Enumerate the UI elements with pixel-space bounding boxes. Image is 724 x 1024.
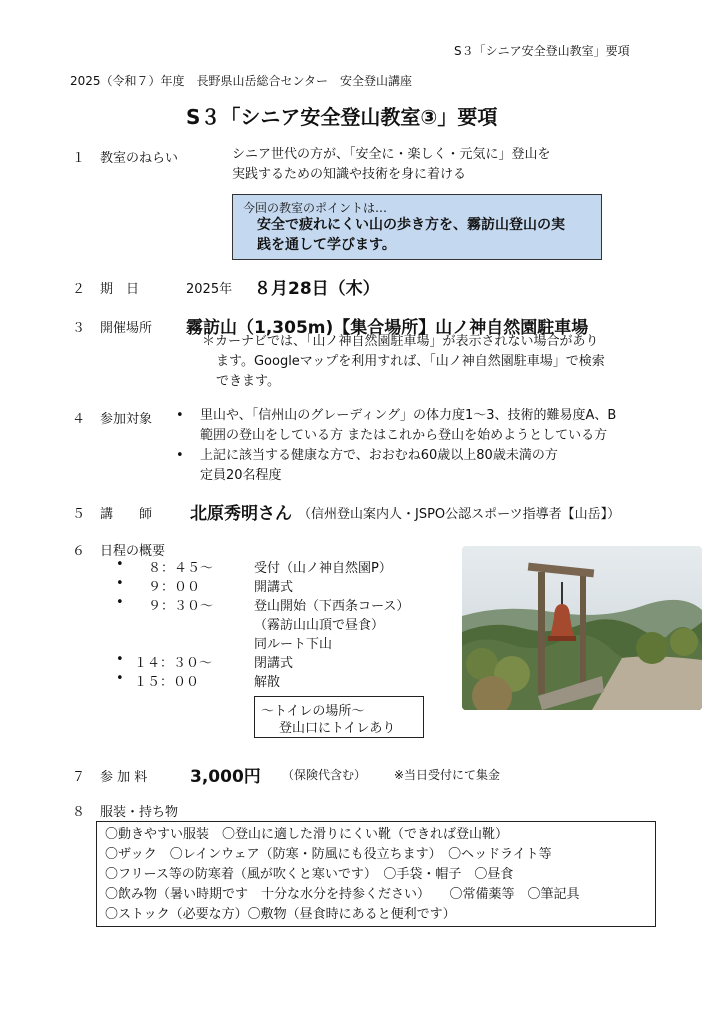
- schedule-desc: （霧訪山山頂で昼食）: [254, 618, 385, 633]
- schedule-time: ９：００: [148, 580, 201, 595]
- schedule-desc: 同ルート下山: [254, 637, 333, 652]
- items-line: 〇動きやすい服装 〇登山に適した滑りにくい靴（できれば登山靴）: [105, 827, 509, 842]
- eligibility-line: 範囲の登山をしている方 またはこれから登山を始めようとしている方: [200, 428, 608, 443]
- section-label-venue: 開催場所: [100, 321, 153, 336]
- schedule-desc: 登山開始（下西条コース）: [254, 599, 410, 614]
- section-number: ３: [72, 321, 86, 336]
- eligibility-line: 定員20名程度: [200, 468, 282, 483]
- schedule-desc: 閉講式: [254, 656, 294, 671]
- schedule-time: １５：００: [134, 675, 200, 690]
- schedule-desc: 開講式: [254, 580, 294, 595]
- section-label-schedule: 日程の概要: [100, 544, 166, 559]
- organizer-line: 2025（令和７）年度 長野県山岳総合センター 安全登山講座: [70, 74, 413, 88]
- section-label-instructor: 講 師: [100, 507, 153, 522]
- section-label-aim: 教室のねらい: [100, 151, 179, 166]
- bullet-dot: •: [116, 557, 124, 572]
- items-line: 〇飲み物（暑い時期です 十分な水分を持参ください） 〇常備薬等 〇筆記具: [105, 887, 580, 902]
- bullet-dot: •: [176, 408, 184, 423]
- toilet-text: 登山口にトイレあり: [279, 721, 396, 736]
- bullet-dot: •: [116, 576, 124, 591]
- items-line: 〇ザック 〇レインウェア（防寒・防風にも役立ちます） 〇ヘッドライト等: [105, 847, 552, 862]
- fee-collection-note: ※当日受付にて集金: [394, 768, 501, 782]
- section-number: ２: [72, 282, 86, 297]
- summit-bell-photo: [462, 546, 702, 710]
- section-number: ４: [72, 412, 86, 427]
- instructor-name: 北原秀明さん: [190, 504, 292, 524]
- point-line: 安全で疲れにくい山の歩き方を、霧訪山登山の実: [257, 217, 565, 233]
- venue-note-line: ます。Googleマップを利用すれば、「山ノ神自然園駐車場」で検索: [216, 354, 605, 369]
- toilet-box: [254, 696, 424, 738]
- section-label-items: 服装・持ち物: [100, 805, 179, 820]
- items-line: 〇ストック（必要な方）〇敷物（昼食時にあると便利です）: [105, 907, 456, 922]
- fee-note: （保険代含む）: [282, 768, 367, 782]
- eligibility-line: 上記に該当する健康な方で、おおむね60歳以上80歳未満の方: [200, 448, 558, 463]
- section-number: ６: [72, 544, 86, 559]
- eligibility-bullet-1: [200, 406, 616, 446]
- point-line: 践を通して学びます。: [257, 237, 396, 253]
- instructor-title: （信州登山案内人・JSPO公認スポーツ指導者【山岳】）: [298, 507, 621, 522]
- fee-amount: 3,000円: [190, 767, 261, 787]
- schedule-desc: 受付（山ノ神自然園P）: [254, 561, 392, 576]
- bullet-dot: •: [176, 448, 184, 463]
- section-label-eligibility: 参加対象: [100, 412, 153, 427]
- page-title: S３「シニア安全登山教室③」要項: [186, 105, 498, 129]
- bullet-dot: •: [116, 595, 124, 610]
- schedule-time: １４：３０～: [134, 656, 213, 671]
- venue-name: 霧訪山（1,305m)【集合場所】山ノ神自然園駐車場: [186, 318, 589, 338]
- section-number: １: [72, 151, 86, 166]
- bullet-dot: •: [116, 652, 124, 667]
- date-year: 2025年: [186, 282, 233, 297]
- point-text: [257, 215, 565, 255]
- section-label-fee: 参 加 料: [100, 770, 148, 785]
- aim-text: [232, 145, 551, 185]
- aim-line: 実践するための知識や技術を身に着ける: [232, 167, 467, 182]
- section-label-date: 期 日: [100, 282, 140, 297]
- venue-note-line: できます。: [216, 374, 280, 389]
- items-list: [105, 825, 580, 925]
- eligibility-line: 里山や、「信州山のグレーディング」の体力度1～3、技術的難易度A、B: [200, 408, 617, 423]
- point-box: [232, 194, 602, 260]
- items-line: 〇フリース等の防寒着（風が吹くと寒いです） 〇手袋・帽子 〇昼食: [105, 867, 514, 882]
- point-title: 今回の教室のポイントは…: [243, 201, 388, 215]
- date-value: ８月28日（木）: [254, 279, 380, 299]
- section-number: ５: [72, 507, 86, 522]
- section-number: ７: [72, 770, 86, 785]
- bullet-dot: •: [116, 671, 124, 686]
- doc-id: S３「シニア安全登山教室」要項: [454, 44, 630, 58]
- venue-note-line: ＊カーナビでは、「山ノ神自然園駐車場」が表示されない場合があり: [202, 334, 599, 349]
- venue-note: [202, 332, 605, 392]
- schedule-desc: 解散: [254, 675, 281, 690]
- items-box: [96, 821, 656, 927]
- schedule-time: ９：３０～: [148, 599, 214, 614]
- toilet-title: ～トイレの場所～: [261, 704, 365, 719]
- eligibility-bullet-2: [200, 446, 558, 486]
- schedule-time: ８：４５～: [148, 561, 214, 576]
- aim-line: シニア世代の方が、「安全に・楽しく・元気に」登山を: [232, 147, 551, 162]
- section-number: ８: [72, 805, 86, 820]
